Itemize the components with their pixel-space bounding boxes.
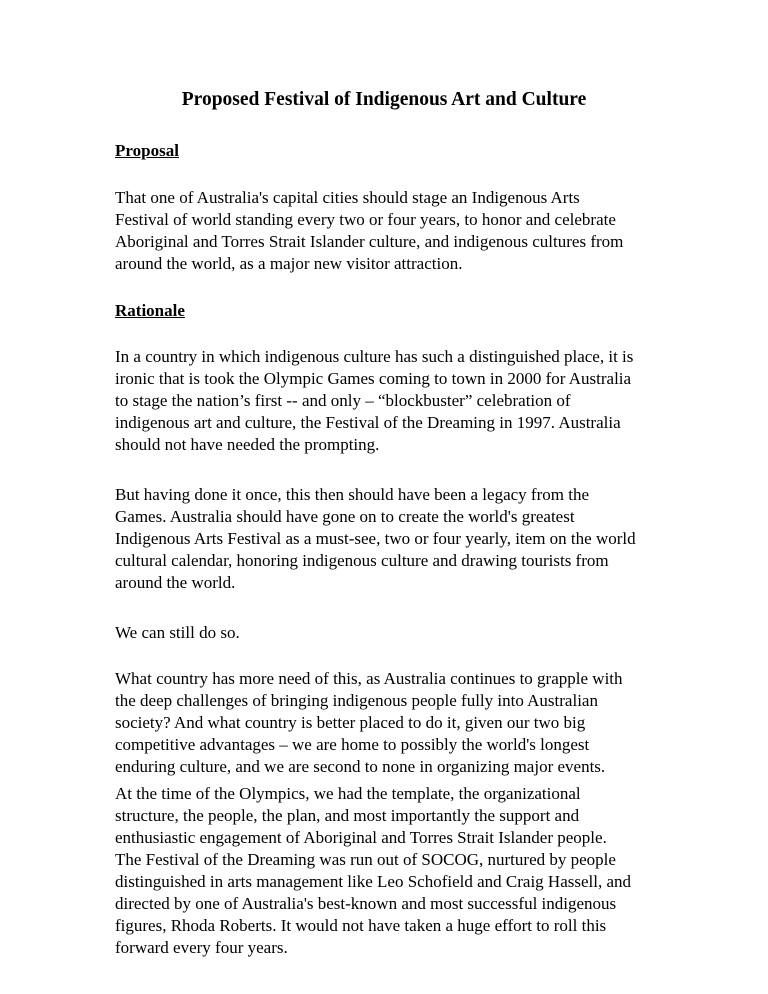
text-line: cultural calendar, honoring indigenous culture and drawing tourists from — [115, 551, 609, 570]
text-line: indigenous art and culture, the Festival of the Dreaming in 1997. Australia — [115, 413, 621, 432]
rationale-paragraph-5 — [115, 783, 675, 959]
proposal-paragraph — [115, 187, 675, 275]
rationale-paragraph-3 — [115, 622, 675, 644]
text-line: That one of Australia's capital cities should stage an Indigenous Arts — [115, 188, 580, 207]
document-title: Proposed Festival of Indigenous Art and Culture — [181, 89, 587, 110]
section-heading-rationale: Rationale — [115, 301, 185, 320]
text-line: In a country in which indigenous culture has such a distinguished place, it is — [115, 347, 634, 366]
rationale-paragraph-2 — [115, 484, 675, 594]
rationale-paragraph-4 — [115, 668, 675, 778]
text-line: the deep challenges of bringing indigenous people fully into Australian — [115, 691, 598, 710]
text-line: Festival of world standing every two or four years, to honor and celebrate — [115, 210, 616, 229]
text-line: What country has more need of this, as Australia continues to grapple with — [115, 669, 623, 688]
text-line: society? And what country is better placed to do it, given our two big — [115, 713, 586, 732]
text-line: enduring culture, and we are second to none in organizing major events. — [115, 757, 606, 776]
section-heading-proposal: Proposal — [115, 141, 179, 160]
text-line: Aboriginal and Torres Strait Islander culture, and indigenous cultures from — [115, 232, 624, 251]
text-line: forward every four years. — [115, 938, 288, 957]
text-line: directed by one of Australia's best-known and most successful indigenous — [115, 894, 617, 913]
text-line: around the world, as a major new visitor attraction. — [115, 254, 463, 273]
text-line: competitive advantages – we are home to possibly the world's longest — [115, 735, 590, 754]
text-line: distinguished in arts management like Leo Schofield and Craig Hassell, and — [115, 872, 632, 891]
text-line: ironic that is took the Olympic Games coming to town in 2000 for Australia — [115, 369, 632, 388]
text-line: enthusiastic engagement of Aboriginal and Torres Strait Islander people. — [115, 828, 607, 847]
text-line: figures, Rhoda Roberts. It would not have taken a huge effort to roll this — [115, 916, 607, 935]
text-line: But having done it once, this then should have been a legacy from the — [115, 485, 589, 504]
text-line: Indigenous Arts Festival as a must-see, two or four yearly, item on the world — [115, 529, 636, 548]
text-line: We can still do so. — [115, 623, 240, 642]
text-line: around the world. — [115, 573, 236, 592]
text-line: At the time of the Olympics, we had the template, the organizational — [115, 784, 581, 803]
text-line: The Festival of the Dreaming was run out of SOCOG, nurtured by people — [115, 850, 616, 869]
text-line: to stage the nation’s first -- and only – “blockbuster” celebration of — [115, 391, 571, 410]
text-line: structure, the people, the plan, and most importantly the support and — [115, 806, 580, 825]
text-line: should not have needed the prompting. — [115, 435, 380, 454]
rationale-paragraph-1 — [115, 346, 675, 456]
text-line: Games. Australia should have gone on to create the world's greatest — [115, 507, 575, 526]
